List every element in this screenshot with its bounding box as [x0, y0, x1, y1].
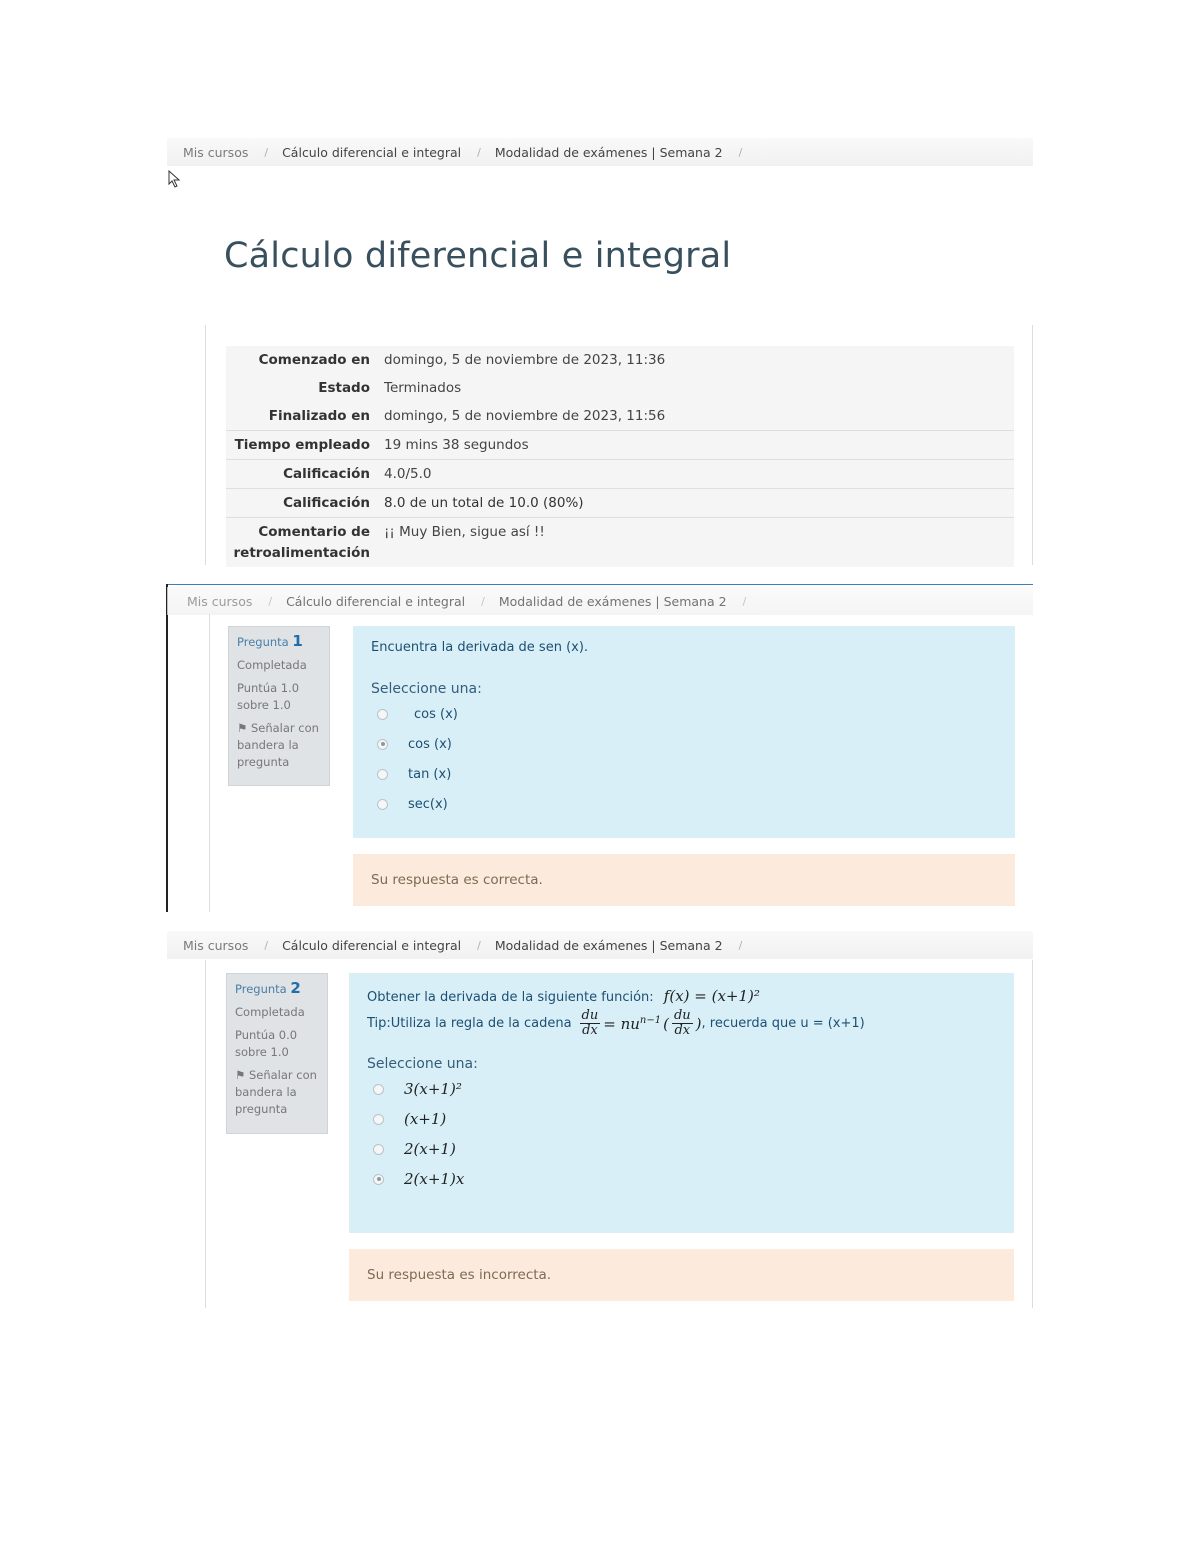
- question-text: Encuentra la derivada de sen (x).: [371, 640, 589, 655]
- panel-left-border: [205, 960, 206, 1308]
- flag-icon: ⚑: [235, 1068, 249, 1082]
- page-title: Cálculo diferencial e integral: [224, 236, 732, 276]
- question-label: Pregunta: [237, 635, 289, 649]
- radio-button-selected[interactable]: [373, 1174, 384, 1185]
- radio-button[interactable]: [377, 709, 388, 720]
- option-label: sec(x): [408, 796, 448, 812]
- summary-value: domingo, 5 de noviembre de 2023, 11:56: [384, 408, 666, 424]
- breadcrumb-my-courses[interactable]: Mis cursos: [187, 593, 253, 609]
- summary-row: [226, 489, 1014, 518]
- breadcrumb-course[interactable]: Cálculo diferencial e integral: [282, 937, 462, 953]
- screenshot-left-border: [166, 584, 168, 912]
- screenshot-top-border: [167, 584, 1033, 585]
- breadcrumb-section[interactable]: Modalidad de exámenes | Semana 2: [494, 144, 723, 160]
- breadcrumb-course[interactable]: Cálculo diferencial e integral: [286, 593, 466, 609]
- answer-feedback: [353, 854, 1015, 906]
- flag-icon: ⚑: [237, 721, 251, 735]
- breadcrumb-my-courses[interactable]: Mis cursos: [183, 937, 249, 953]
- summary-value: 19 mins 38 segundos: [378, 431, 1014, 460]
- radio-button-selected[interactable]: [377, 739, 388, 750]
- answer-option[interactable]: [367, 1104, 996, 1134]
- question-text-prefix: Obtener la derivada de la siguiente función:: [367, 990, 654, 1005]
- question-number: [235, 980, 319, 998]
- chain-rule-base: = nu: [603, 1014, 640, 1033]
- breadcrumb: [167, 138, 1033, 166]
- option-label: 2(x+1)x: [404, 1170, 465, 1188]
- flag-question-link[interactable]: [237, 720, 321, 771]
- flag-label: Señalar con bandera la pregunta: [237, 721, 319, 769]
- breadcrumb: [167, 931, 1033, 959]
- breadcrumb-separator: /: [264, 938, 269, 952]
- answer-feedback: [349, 1249, 1014, 1301]
- answer-option[interactable]: [371, 789, 997, 819]
- summary-value: 4.0/5.0: [378, 460, 1014, 489]
- question-text: [367, 987, 996, 1005]
- breadcrumb-separator: /: [477, 145, 481, 159]
- summary-row: [226, 460, 1014, 489]
- feedback-text: Su respuesta es incorrecta.: [367, 1267, 552, 1283]
- radio-button[interactable]: [373, 1084, 384, 1095]
- radio-button[interactable]: [377, 799, 388, 810]
- answer-option[interactable]: [367, 1074, 996, 1104]
- breadcrumb-section[interactable]: Modalidad de exámenes | Semana 2: [498, 593, 727, 609]
- close-paren: ): [695, 1014, 702, 1033]
- summary-row: [226, 346, 1014, 374]
- summary-row: [226, 402, 1014, 431]
- answer-option[interactable]: [367, 1164, 996, 1194]
- question-status: Completada: [237, 658, 307, 672]
- feedback-text: Su respuesta es correcta.: [371, 872, 543, 888]
- summary-value: ¡¡ Muy Bien, sigue así !!: [378, 518, 1014, 568]
- function-formula: f(x) = (x+1)²: [663, 987, 760, 1005]
- question-label: Pregunta: [235, 982, 287, 996]
- option-label: 2(x+1): [404, 1140, 456, 1158]
- fraction-denominator: dx: [582, 1023, 598, 1038]
- derivative-fraction: [580, 1009, 601, 1038]
- option-label: tan (x): [408, 766, 452, 782]
- breadcrumb-my-courses[interactable]: Mis cursos: [183, 144, 249, 160]
- attempt-summary-table: [226, 346, 1014, 567]
- question-info-panel: [226, 973, 328, 1134]
- question-number-value: 1: [292, 632, 303, 650]
- fraction-numerator: du: [673, 1008, 691, 1023]
- summary-row: [226, 518, 1014, 568]
- breadcrumb-separator: /: [264, 145, 269, 159]
- option-label: (x+1): [404, 1110, 447, 1128]
- chain-rule-term: [603, 1015, 661, 1033]
- breadcrumb-course[interactable]: Cálculo diferencial e integral: [282, 144, 462, 160]
- breadcrumb-separator: /: [742, 594, 747, 608]
- summary-label: Finalizado en: [268, 408, 370, 424]
- breadcrumb-separator: /: [738, 145, 743, 159]
- radio-button[interactable]: [373, 1114, 384, 1125]
- question-tip: [367, 1009, 996, 1038]
- answer-option[interactable]: [371, 759, 997, 789]
- flag-question-link[interactable]: [235, 1067, 319, 1118]
- chain-rule-exponent: n−1: [639, 1014, 662, 1026]
- option-label: cos (x): [408, 736, 452, 752]
- question-info-panel: [228, 626, 330, 786]
- summary-label: Estado: [318, 380, 370, 396]
- panel-right-border: [1032, 960, 1033, 1308]
- fraction-denominator: dx: [674, 1023, 691, 1038]
- summary-label: Tiempo empleado: [226, 431, 378, 460]
- summary-label: Calificación: [226, 460, 378, 489]
- summary-label: Comentario de retroalimentación: [226, 518, 378, 568]
- question-number: [237, 633, 321, 651]
- summary-value: Terminados: [384, 380, 462, 396]
- panel-left-border: [209, 614, 210, 912]
- breadcrumb-separator: /: [481, 594, 485, 608]
- question-number-value: 2: [290, 979, 301, 997]
- breadcrumb: [167, 587, 1033, 615]
- question-content: [353, 626, 1015, 838]
- question-status: Completada: [235, 1005, 305, 1019]
- summary-value: 8.0 de un total de 10.0 (80%): [378, 489, 1014, 518]
- option-label: cos (x): [414, 706, 458, 722]
- inner-derivative-fraction: [672, 1009, 693, 1038]
- summary-row: [226, 431, 1014, 460]
- question-score: Puntúa 0.0 sobre 1.0: [235, 1028, 298, 1059]
- option-label: 3(x+1)²: [404, 1080, 462, 1098]
- mouse-cursor-icon: [168, 170, 182, 188]
- open-paren: (: [663, 1014, 669, 1033]
- breadcrumb-separator: /: [477, 938, 481, 952]
- answer-option[interactable]: [371, 699, 997, 729]
- panel-right-border: [1032, 325, 1033, 565]
- question-score: Puntúa 1.0 sobre 1.0: [237, 681, 300, 712]
- panel-left-border: [205, 325, 206, 565]
- radio-button[interactable]: [377, 769, 388, 780]
- answer-option[interactable]: [371, 729, 997, 759]
- tip-suffix: , recuerda que u = (x+1): [701, 1016, 865, 1031]
- question-content: [349, 973, 1014, 1233]
- summary-label: Calificación: [226, 489, 378, 518]
- answer-prompt: Seleccione una:: [371, 681, 482, 697]
- answer-prompt: Seleccione una:: [367, 1056, 478, 1072]
- fraction-numerator: du: [581, 1008, 599, 1023]
- breadcrumb-separator: /: [268, 594, 273, 608]
- radio-button[interactable]: [373, 1144, 384, 1155]
- tip-text: Tip:Utiliza la regla de la cadena: [367, 1016, 572, 1031]
- flag-label: Señalar con bandera la pregunta: [235, 1068, 317, 1116]
- breadcrumb-section[interactable]: Modalidad de exámenes | Semana 2: [494, 937, 723, 953]
- summary-row: [226, 374, 1014, 402]
- summary-label: Comenzado en: [258, 352, 370, 368]
- summary-value: domingo, 5 de noviembre de 2023, 11:36: [384, 352, 666, 368]
- breadcrumb-separator: /: [738, 938, 743, 952]
- answer-option[interactable]: [367, 1134, 996, 1164]
